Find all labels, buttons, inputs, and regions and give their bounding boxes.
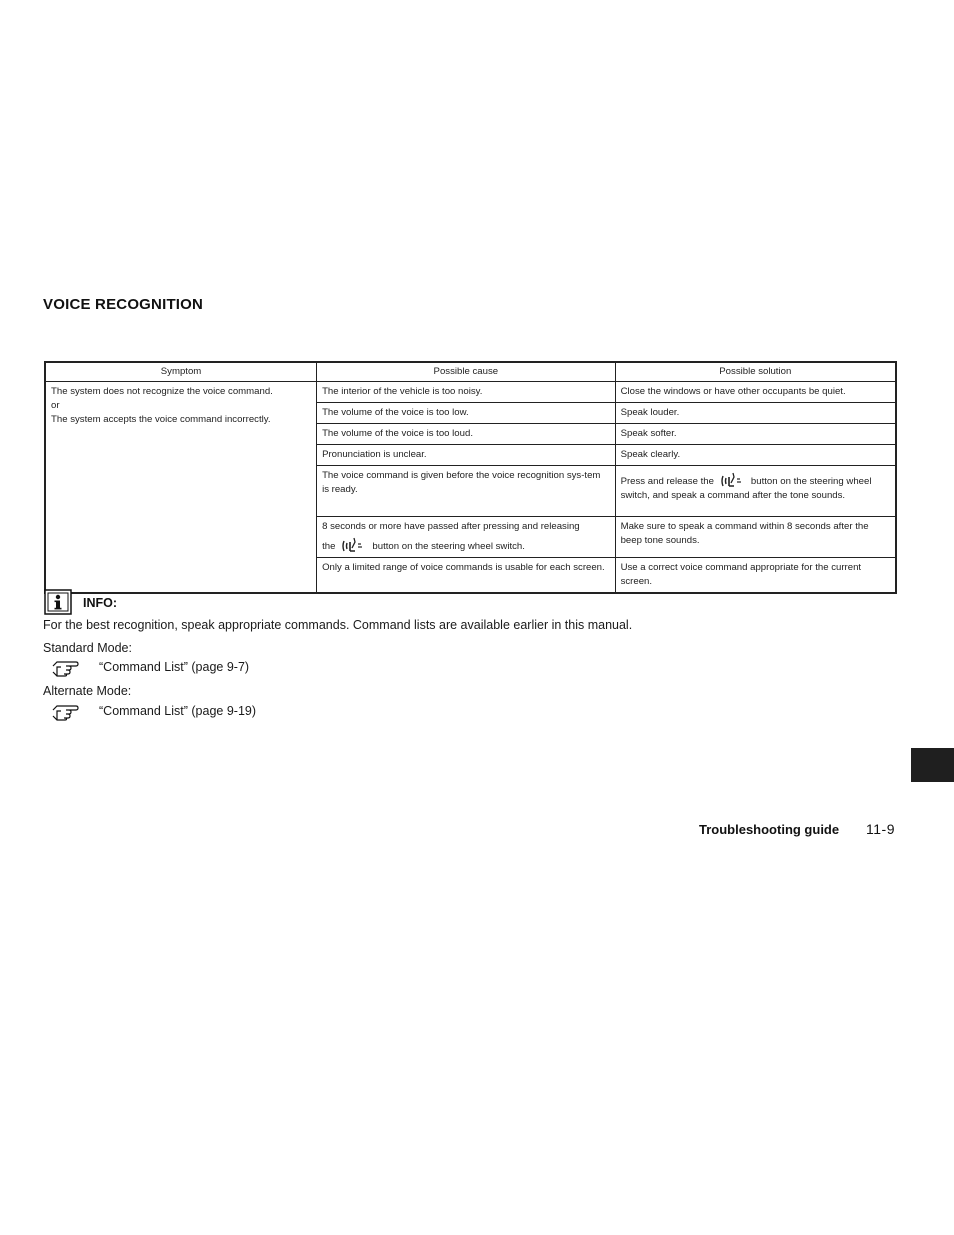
alternate-mode-label: Alternate Mode: bbox=[43, 684, 132, 698]
cause-line: 8 seconds or more have passed after pressing and releasing bbox=[322, 521, 580, 532]
voice-recognition-button-icon bbox=[720, 472, 742, 488]
chapter-tab-marker bbox=[911, 748, 954, 782]
table-header-row bbox=[45, 362, 896, 382]
cause-cell: The volume of the voice is too loud. bbox=[317, 424, 616, 445]
pointing-hand-icon bbox=[51, 659, 79, 677]
symptom-line: or bbox=[51, 400, 60, 411]
cause-cell: Only a limited range of voice commands is usable for each screen. bbox=[317, 558, 616, 594]
voice-recognition-button-icon bbox=[341, 537, 363, 553]
standard-mode-reference[interactable]: “Command List” (page 9-7) bbox=[99, 660, 250, 674]
standard-mode-label: Standard Mode: bbox=[43, 641, 132, 655]
solution-cell: Speak clearly. bbox=[615, 445, 896, 466]
pointing-hand-icon bbox=[51, 703, 79, 721]
info-text: For the best recognition, speak appropriate commands. Command lists are available earlier in this manual. bbox=[43, 618, 633, 632]
header-solution: Possible solution bbox=[615, 362, 896, 382]
solution-cell: Use a correct voice command appropriate for the current screen. bbox=[615, 558, 896, 594]
cause-line bbox=[322, 537, 610, 554]
cause-cell: The interior of the vehicle is too noisy. bbox=[317, 382, 616, 403]
cause-cell: Pronunciation is unclear. bbox=[317, 445, 616, 466]
solution-cell: Close the windows or have other occupants be quiet. bbox=[615, 382, 896, 403]
info-icon bbox=[44, 589, 72, 615]
header-cause: Possible cause bbox=[317, 362, 616, 382]
info-label: INFO: bbox=[83, 596, 118, 610]
table-row bbox=[45, 382, 896, 403]
solution-cell: Speak softer. bbox=[615, 424, 896, 445]
symptom-line: The system accepts the voice command incorrectly. bbox=[51, 414, 271, 425]
solution-cell: Make sure to speak a command within 8 seconds after the beep tone sounds. bbox=[615, 517, 896, 558]
cause-cell: The voice command is given before the voice recognition sys-tem is ready. bbox=[317, 466, 616, 517]
footer-section-title: Troubleshooting guide bbox=[699, 822, 840, 837]
troubleshooting-table bbox=[44, 361, 897, 594]
cause-cell: The volume of the voice is too low. bbox=[317, 403, 616, 424]
cause-cell bbox=[317, 517, 616, 558]
alternate-mode-reference[interactable]: “Command List” (page 9-19) bbox=[99, 704, 257, 718]
solution-text-post: button on the steering wheel switch, and speak a command after the tone sounds. bbox=[620, 476, 872, 501]
solution-cell: Speak louder. bbox=[615, 403, 896, 424]
section-title: VOICE RECOGNITION bbox=[43, 296, 204, 313]
header-symptom: Symptom bbox=[45, 362, 317, 382]
cause-text-pre: the bbox=[322, 541, 336, 552]
cause-text-post: button on the steering wheel switch. bbox=[372, 541, 525, 552]
solution-text-pre: Press and release the bbox=[620, 476, 714, 487]
symptom-cell bbox=[45, 382, 317, 594]
page-number: 11-9 bbox=[866, 821, 895, 837]
solution-cell bbox=[615, 466, 896, 517]
symptom-line: The system does not recognize the voice command. bbox=[51, 386, 273, 397]
